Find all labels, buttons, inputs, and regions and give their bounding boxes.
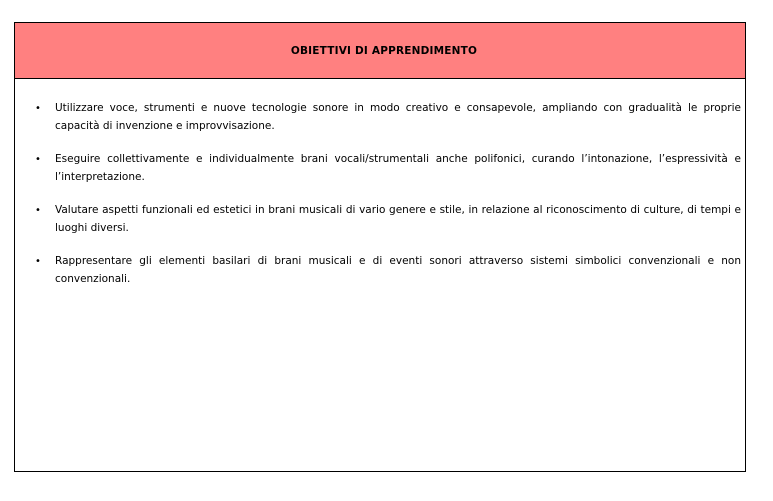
bullet-icon: • xyxy=(35,154,41,165)
bullet-icon: • xyxy=(35,103,41,114)
objectives-table xyxy=(14,22,746,472)
objective-text: Eseguire collettivamente e individualmente brani vocali/strumentali anche polifonici, curando l’intonazione, l’espressività e l’interpretazione. xyxy=(55,153,741,183)
bullet-icon: • xyxy=(35,256,41,267)
objective-text: Utilizzare voce, strumenti e nuove tecnologie sonore in modo creativo e consapevole, ampliando con gradualità le proprie capacità di invenzione e improvvisazione. xyxy=(55,102,741,132)
objective-item xyxy=(35,100,741,135)
objective-item xyxy=(35,253,741,288)
objective-text: Valutare aspetti funzionali ed estetici in brani musicali di vario genere e stile, in relazione al riconoscimento di culture, di tempi e luoghi diversi. xyxy=(55,204,741,234)
bullet-icon: • xyxy=(35,205,41,216)
table-header xyxy=(15,23,745,79)
objective-item xyxy=(35,202,741,237)
table-body xyxy=(15,79,745,288)
objective-text: Rappresentare gli elementi basilari di brani musicali e di eventi sonori attraverso sistemi simbolici convenzionali e non convenzionali. xyxy=(55,255,741,285)
objectives-list xyxy=(35,100,741,288)
table-title: OBIETTIVI DI APPRENDIMENTO xyxy=(290,44,478,57)
objective-item xyxy=(35,151,741,186)
